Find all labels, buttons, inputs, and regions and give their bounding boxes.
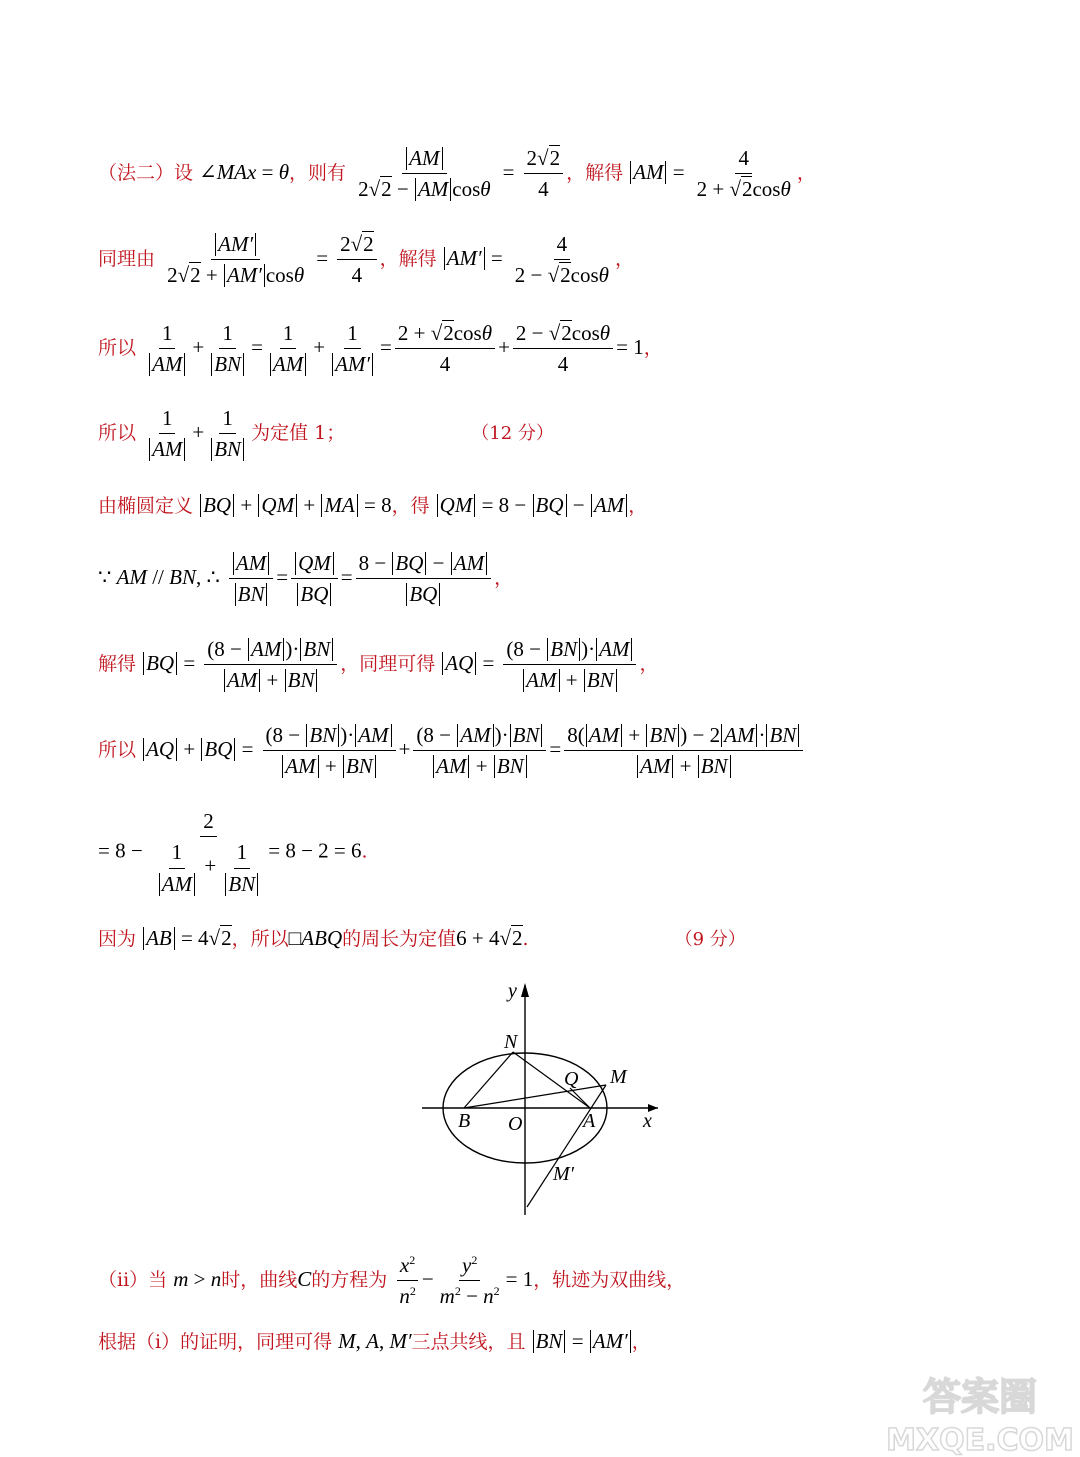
comma: ， [639, 652, 659, 675]
label-O: O [508, 1113, 523, 1135]
label-Q: Q [564, 1068, 579, 1090]
label-x: x [643, 1110, 652, 1132]
text-dang: （ii）当 [98, 1268, 168, 1291]
text-tongli: 同理由 [98, 247, 156, 270]
line-9: = 8 − 2 $\frac{1}{AM}$ + $\frac{1}{BN}$ = 8 − 2 = 6. [98, 809, 368, 896]
watermark-text-bottom: MXQE.COM [886, 1423, 1074, 1457]
text-zeyou: ，则有 [289, 161, 347, 184]
label-N: N [504, 1031, 518, 1053]
comma: ， [796, 161, 816, 184]
score-12: （12 分） [471, 422, 554, 444]
watermark-text-top: 答案圈 [922, 1375, 1038, 1419]
text-jiede-3: 解得 [98, 652, 137, 675]
math-frac-4: $\frac{AM'}{2√2 + AM' \cos\theta}$ [167, 232, 305, 288]
text-quxian: 时，曲线 [221, 1268, 298, 1291]
comma: ， [628, 495, 648, 517]
text-suoyi: 所以 [98, 738, 137, 761]
text-zhouchang: 的周长为定值 [342, 928, 457, 950]
line-7: 解得 BQ = $\frac{(8 - AM )\cdot BN}{AM + BN}$ ，同理可得 AQ = $\frac{(8 - BN )\cdot AM}{AM + BN}$ ， [98, 637, 659, 693]
math-frac-5: $\frac{2√2}{4}$ [337, 231, 377, 289]
text-suoyi-2: ，所以 [231, 928, 289, 950]
comma: ， [614, 247, 634, 270]
text-she: 设 [174, 161, 194, 184]
line-5: 由椭圆定义 BQ + QM + MA = 8，得 QM = 8 − BQ − AM ， [98, 493, 648, 517]
label-M-prime: M′ [553, 1163, 575, 1185]
line-8: 所以 AQ + BQ = $\frac{(8 - BN )\cdot AM}{AM + BN}$ + $\frac{(8 - AM )\cdot BN}{AM + BN}$ = $\frac{8( AM + BN ) - 2 AM \cdot BN}{AM + BN}$ [98, 722, 806, 780]
line-6: ∵ AM // BN, ∴ $\frac{AM}{BN}$ = $\frac{QM}{BQ}$ = $\frac{8 - BQ - AM}{BQ}$ ， [98, 551, 514, 607]
period: . [361, 840, 368, 863]
line-2: 同理由 $\frac{AM'}{2√2 + AM' \cos\theta}$ = $\frac{2√2}{4}$ ，解得 AM′ = $\frac{4}{2 - √2\cos\theta}$ ， [98, 232, 634, 288]
y-axis-arrow [521, 983, 529, 997]
text-yinwei: 因为 [98, 928, 137, 950]
method-label: （法二） [98, 161, 175, 184]
text-guiji: ，轨迹为双曲线， [533, 1268, 686, 1291]
segment-MM [527, 1085, 606, 1207]
label-y: y [508, 980, 517, 1002]
comma: ， [643, 336, 663, 359]
text-tongli-2: ，同理可得 [340, 652, 436, 675]
line-4: 所以 $\frac{1}{AM}$ + $\frac{1}{BN}$ 为定值 1； （12 分） [98, 406, 554, 462]
line-10: 因为 AB = 4√2，所以□ABQ的周长为定值6 + 4√2. （9 分） [98, 926, 746, 950]
ellipse-figure [400, 975, 680, 1220]
segment-BN [464, 1052, 513, 1108]
text-gongxian: 三点共线，且 [411, 1331, 526, 1353]
segment-QA [570, 1088, 590, 1108]
comma: ， [494, 566, 514, 589]
text-suoyi: 所以 [98, 336, 137, 359]
text-jiede: ，解得 [566, 161, 624, 184]
text-tuoyuan: 由椭圆定义 [98, 495, 194, 517]
line-3: 所以 $\frac{1}{AM}$ + $\frac{1}{BN}$ = $\frac{1}{AM}$ + $\frac{1}{AM'}$ = $\frac{2 + √2\cos\theta}{4}$ + $\frac{2 - √2\cos\theta}{4}$ = 1， [98, 321, 663, 377]
line-1: （法二）设 ∠MAx = θ，则有 $\frac{AM}{\text{2√2 − AM cosθ}}$ = $\frac{2√2}{4}$ ，解得 AM = $\frac{4}{2 + √2\cos\theta}$ ， [98, 146, 816, 202]
score-9: （9 分） [674, 929, 746, 950]
math-angle: ∠MAx = θ [199, 159, 290, 184]
period: . [522, 928, 529, 950]
comma: ， [631, 1331, 651, 1353]
label-A: A [583, 1110, 596, 1132]
text-suoyi: 所以 [98, 421, 137, 444]
label-B: B [458, 1110, 471, 1132]
watermark-logo [880, 1370, 1080, 1457]
text-jiede-2: ，解得 [379, 247, 437, 270]
label-M: M [610, 1066, 627, 1088]
line-12: 根据（i）的证明，同理可得 M, A, M′三点共线，且 BN = AM′ ， [98, 1329, 651, 1353]
text-fangcheng: 的方程为 [311, 1268, 388, 1291]
text-de: ，得 [391, 495, 430, 517]
math-frac-6: $\frac{4}{2 - √2\cos\theta}$ [514, 232, 609, 288]
text-genju: 根据（i）的证明，同理可得 [98, 1331, 333, 1353]
math-frac-1: $\frac{AM}{\text{2√2 − AM cosθ}}$ [358, 146, 491, 202]
line-11: （ii）当 m > n时，曲线C的方程为 $\frac{x^2}{n^2}$ − $\frac{y^2}{m^2 - n^2}$ = 1，轨迹为双曲线， [98, 1253, 686, 1309]
math-frac-3: $\frac{4}{2 + √2\cos\theta}$ [696, 146, 791, 202]
text-dingzhi: 为定值 1； [251, 421, 346, 444]
math-frac-2: $\frac{2√2}{4}$ [524, 145, 564, 203]
